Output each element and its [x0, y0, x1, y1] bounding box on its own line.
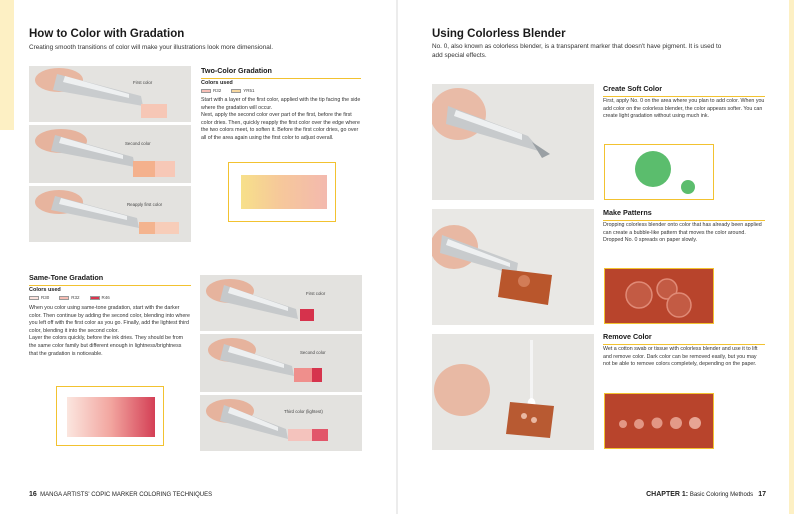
left-page-intro: Creating smooth transitions of color will make your illustrations look more dimensional. [29, 44, 274, 51]
right-page-intro: No. 0, also known as colorless blender, is a transparent marker that doesn't have pigment. It is used to add special effects. [432, 43, 722, 59]
swatch-r32: R32 [59, 295, 79, 300]
page-corner-tint [0, 0, 14, 130]
colorless-photo-1 [432, 84, 594, 200]
two-color-photo-2 [29, 125, 191, 183]
left-page-number: 16 [29, 491, 37, 498]
two-color-body: Start with a layer of the first color, applied with the tip facing the side where the gradation will occur. Next, apply the second color over part of the first, before the first color dries. Then, quickly reapply the first color over the edge where the two colors meet, to soften it. Before the first color dries, go over all of the area again using the first color to adjust overall. [201, 97, 361, 141]
patterns-heading: Make Patterns [603, 208, 765, 221]
remove-color-body: Wet a cotton swab or tissue with colorless blender and use it to lift and remove color. Dark color can be removed easily, but you may not be able to remove colors completely, depending on the paper. [603, 346, 758, 368]
soft-color-sample [604, 144, 714, 200]
two-color-sample [228, 162, 336, 222]
same-tone-heading: Same-Tone Gradation [29, 273, 191, 286]
left-folio [29, 491, 212, 498]
same-tone-swatches [29, 295, 110, 300]
swatch-yr51: YR51 [231, 88, 254, 93]
left-page-title: How to Color with Gradation [29, 28, 185, 40]
same-tone-label-second: Second color [300, 350, 326, 355]
two-color-swatches [201, 88, 255, 93]
same-tone-colors-used: Colors used [29, 287, 61, 293]
page-gutter [396, 0, 398, 514]
same-tone-photo-2 [200, 334, 362, 392]
same-tone-label-third: Third color (lightest) [284, 409, 323, 414]
two-color-heading: Two-Color Gradation [201, 66, 361, 79]
two-color-photo-3 [29, 186, 191, 242]
right-page-number: 17 [758, 491, 766, 498]
same-tone-body: When you color using same-tone gradation, start with the darker color. Then continue by adding the second color, blending into where you left off with the first color as you go. Finally, add the lightest third color, blending it into the second color. Layer the colors quickly, before the ink dries. They should be from the same color family but different enough in lightness/brightness that the gradation is noticeable. [29, 305, 190, 357]
two-color-colors-used: Colors used [201, 80, 233, 86]
two-color-photo-1 [29, 66, 191, 122]
folio-chapter-title: Basic Coloring Methods [689, 492, 754, 498]
right-folio [646, 491, 766, 498]
soft-color-heading: Create Soft Color [603, 84, 765, 97]
same-tone-label-first: First color [306, 291, 326, 296]
same-tone-sample [56, 386, 164, 446]
remove-color-heading: Remove Color [603, 332, 765, 345]
same-tone-photo-1 [200, 275, 362, 331]
page-edge-tint [789, 0, 794, 514]
swatch-r46: R46 [90, 295, 110, 300]
photo-label-first-color: First color [133, 80, 153, 85]
folio-chapter: CHAPTER 1: [646, 491, 689, 498]
photo-label-second-color: Second color [125, 141, 151, 146]
patterns-sample [604, 268, 714, 324]
colorless-photo-3 [432, 334, 594, 450]
swatch-r32: R32 [201, 88, 221, 93]
remove-color-sample [604, 393, 714, 449]
same-tone-photo-3 [200, 395, 362, 451]
colorless-photo-2 [432, 209, 594, 325]
photo-label-reapply-first-color: Reapply first color [127, 202, 163, 207]
swatch-r30: R30 [29, 295, 49, 300]
left-folio-title: MANGA ARTISTS' COPIC MARKER COLORING TECHNIQUES [40, 492, 213, 498]
patterns-body: Dropping colorless blender onto color that has already been applied can create a bubble-like pattern that moves the color around. Dropped No. 0 spreads on paper slowly. [603, 222, 762, 244]
right-page-title: Using Colorless Blender [432, 28, 566, 40]
soft-color-body: First, apply No. 0 on the area where you plan to add color. When you add color on the colorless blender, the color appears softer. You can create light gradation without using much ink. [603, 98, 765, 120]
